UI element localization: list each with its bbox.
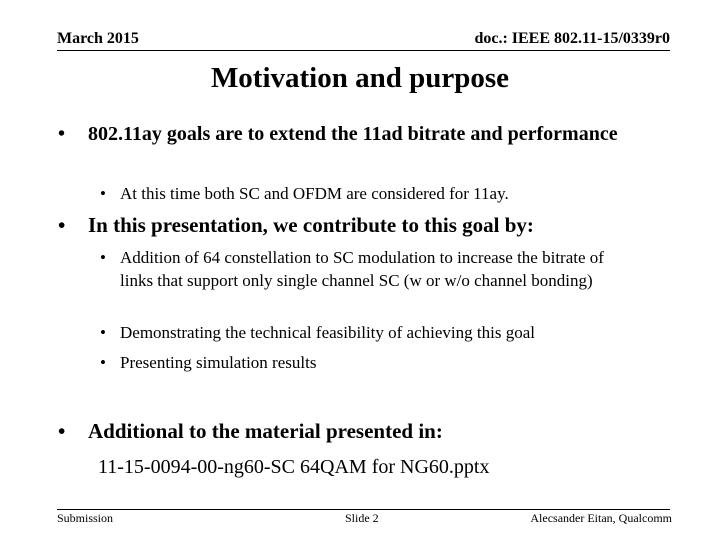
footer-author: Alecsander Eitan, Qualcomm [530, 511, 672, 525]
header-doc-id: doc.: IEEE 802.11-15/0339r0 [474, 30, 670, 47]
bullet-contribution-sub-3 [100, 351, 660, 374]
bullet-contribution-text: In this presentation, we contribute to this goal by: [88, 213, 534, 237]
bullet-goals-sub-text: At this time both SC and OFDM are considered for 11ay. [120, 184, 509, 203]
bullet-contribution-sub-3-text: Presenting simulation results [120, 353, 317, 372]
bullet-dot-icon: • [58, 123, 66, 145]
bullet-goals-sub [100, 182, 660, 205]
bullet-dot-icon: • [58, 419, 66, 443]
bullet-goals-text: 802.11ay goals are to extend the 11ad bitrate and performance [88, 123, 618, 145]
reference-document: 11-15-0094-00-ng60-SC 64QAM for NG60.pptx [98, 456, 490, 478]
bullet-contribution-sub-1-text: Addition of 64 constellation to SC modulation to increase the bitrate of links that support only single channel SC (w or w/o channel bonding) [120, 248, 604, 290]
footer-slide-number: Slide 2 [345, 511, 379, 525]
header-date: March 2015 [57, 30, 139, 47]
bullet-dot-icon: • [100, 248, 106, 267]
slide-title: Motivation and purpose [210, 62, 510, 94]
bullet-contribution-sub-2 [100, 321, 660, 344]
bullet-contribution-sub-2-text: Demonstrating the technical feasibility of achieving this goal [120, 323, 535, 342]
bullet-contribution-sub-1 [100, 246, 660, 292]
bullet-dot-icon: • [100, 323, 106, 342]
bullet-dot-icon: • [58, 213, 66, 237]
footer-divider [57, 509, 670, 510]
bullet-dot-icon: • [100, 184, 106, 203]
bullet-dot-icon: • [100, 353, 106, 372]
bullet-contribution [58, 212, 658, 238]
bullet-additional-text: Additional to the material presented in: [88, 419, 443, 443]
footer-submission: Submission [57, 511, 114, 525]
bullet-goals [58, 121, 658, 147]
header-divider [57, 50, 670, 51]
bullet-additional [58, 418, 658, 444]
